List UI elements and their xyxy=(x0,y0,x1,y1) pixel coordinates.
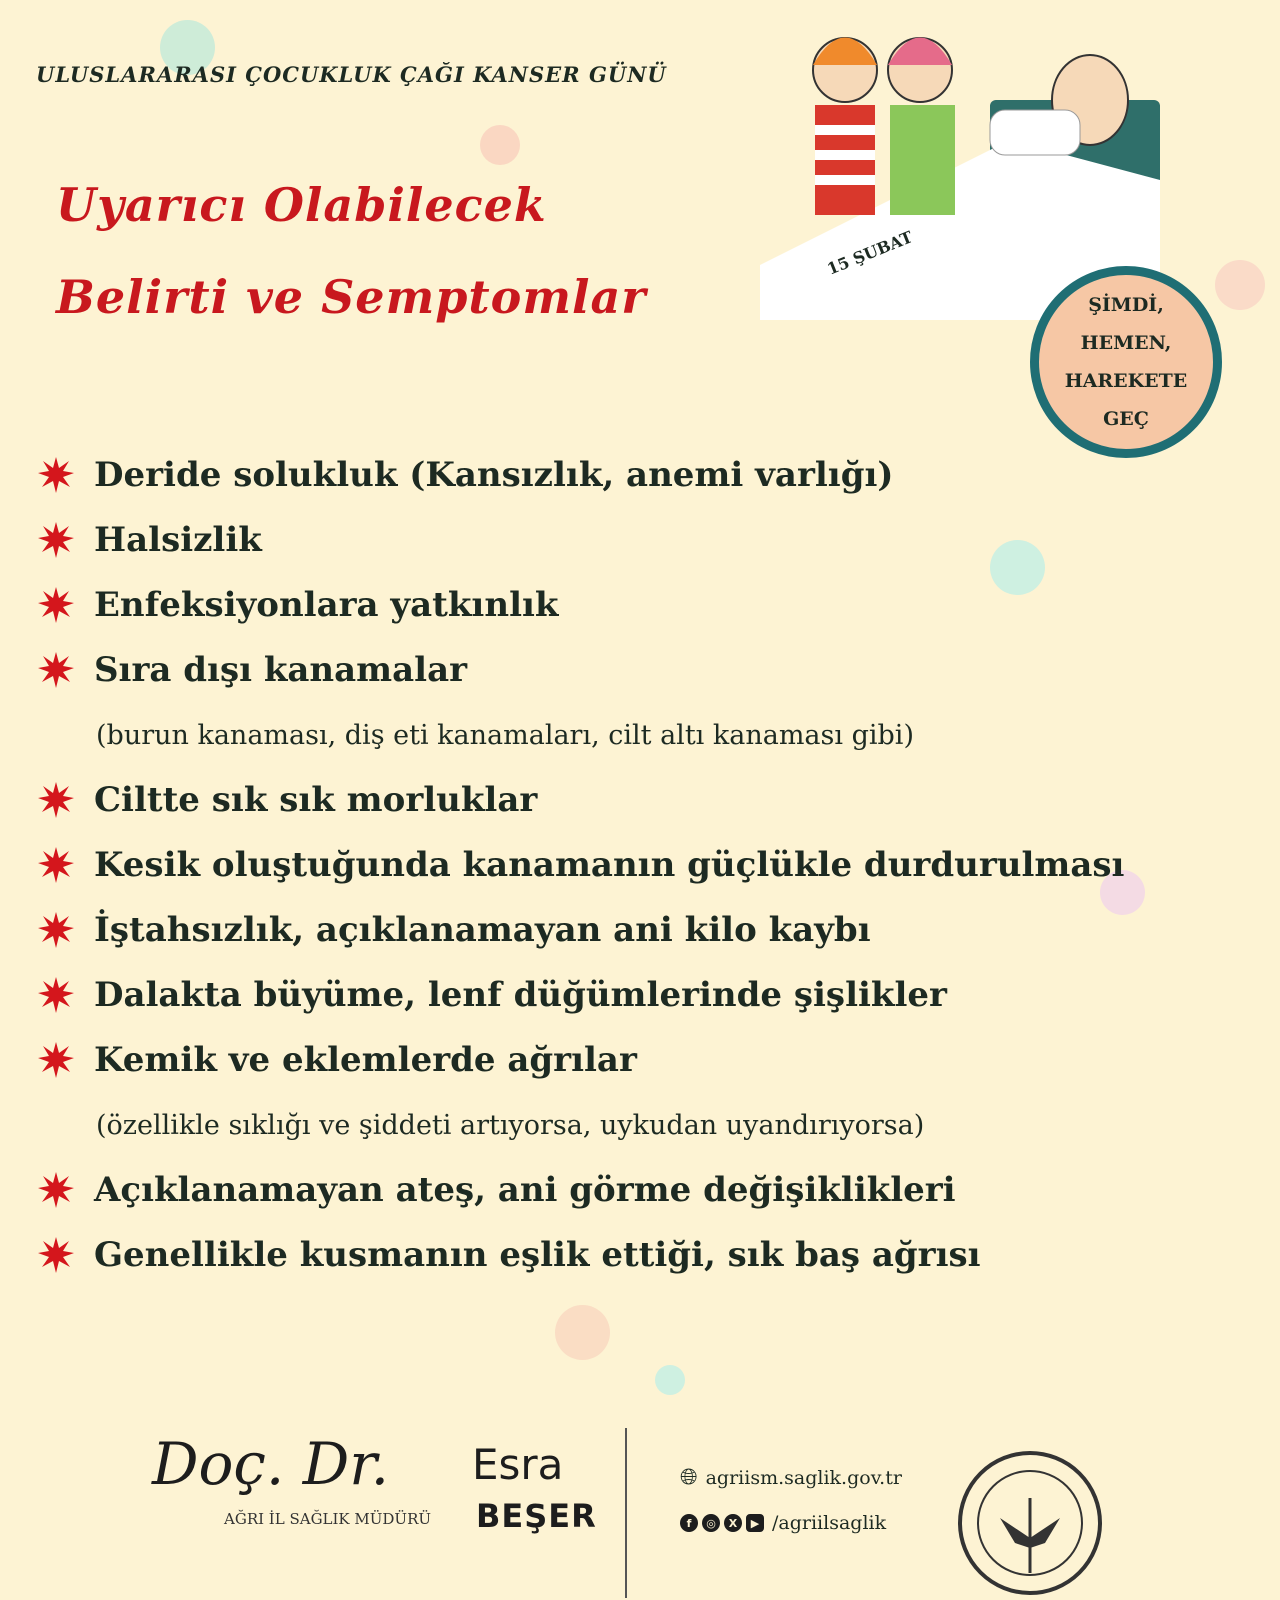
symptom-item xyxy=(36,585,558,625)
red-star-bullet-icon xyxy=(36,910,76,950)
first-name: Esra xyxy=(472,1440,564,1489)
symptom-text: Dalakta büyüme, lenf düğümlerinde şişlikler xyxy=(94,975,947,1015)
event-title: ULUSLARARASI ÇOCUKLUK ÇAĞI KANSER GÜNÜ xyxy=(36,62,667,87)
decorative-dot xyxy=(480,125,520,165)
symptom-text: Açıklanamayan ateş, ani görme değişiklikleri xyxy=(94,1170,956,1210)
badge-line: GEÇ xyxy=(1103,408,1149,430)
x-icon[interactable]: X xyxy=(724,1514,742,1532)
symptom-note: (özellikle sıklığı ve şiddeti artıyorsa, uykudan uyandırıyorsa) xyxy=(96,1110,925,1141)
facebook-icon[interactable]: f xyxy=(680,1514,698,1532)
red-star-bullet-icon xyxy=(36,650,76,690)
website-link[interactable]: agriism.saglik.gov.tr xyxy=(705,1466,902,1489)
symptom-text: İştahsızlık, açıklanamayan ani kilo kaybı xyxy=(94,910,871,950)
symptom-item xyxy=(36,1235,981,1275)
symptom-note: (burun kanaması, diş eti kanamaları, cilt altı kanaması gibi) xyxy=(96,720,914,751)
red-star-bullet-icon xyxy=(36,1040,76,1080)
symptom-text: Halsizlik xyxy=(94,520,262,560)
footer-divider xyxy=(625,1428,627,1598)
ministry-seal-logo xyxy=(955,1448,1105,1598)
last-name: BEŞER xyxy=(476,1497,597,1535)
symptom-item xyxy=(36,520,262,560)
call-to-action-badge xyxy=(1030,266,1222,458)
symptom-item xyxy=(36,650,467,690)
red-star-bullet-icon xyxy=(36,1235,76,1275)
red-star-bullet-icon xyxy=(36,845,76,885)
symptom-item xyxy=(36,455,893,495)
decorative-dot xyxy=(655,1365,685,1395)
symptom-text: Enfeksiyonlara yatkınlık xyxy=(94,585,559,625)
website-row xyxy=(680,1465,902,1490)
symptom-text: Ciltte sık sık morluklar xyxy=(94,780,538,820)
symptom-text: Sıra dışı kanamalar xyxy=(94,650,468,690)
symptom-item xyxy=(36,1170,956,1210)
globe-icon: 🌐︎ xyxy=(680,1465,698,1490)
red-star-bullet-icon xyxy=(36,520,76,560)
social-handle[interactable]: /agriilsaglik xyxy=(772,1512,887,1534)
headline-line-1: Uyarıcı Olabilecek xyxy=(56,178,547,232)
role-title: AĞRI İL SAĞLIK MÜDÜRÜ xyxy=(224,1510,432,1528)
badge-line: HAREKETE xyxy=(1064,370,1188,392)
instagram-icon[interactable]: ◎ xyxy=(702,1514,720,1532)
red-star-bullet-icon xyxy=(36,1170,76,1210)
red-star-bullet-icon xyxy=(36,975,76,1015)
symptom-item xyxy=(36,780,537,820)
decorative-dot xyxy=(1215,260,1265,310)
red-star-bullet-icon xyxy=(36,455,76,495)
symptom-item xyxy=(36,975,947,1015)
symptom-text: Genellikle kusmanın eşlik ettiği, sık baş ağrısı xyxy=(94,1235,981,1275)
badge-line: HEMEN, xyxy=(1080,332,1172,354)
date-label: 15 ŞUBAT xyxy=(824,227,916,279)
red-star-bullet-icon xyxy=(36,780,76,820)
symptom-item xyxy=(36,910,871,950)
symptom-text: Kesik oluştuğunda kanamanın güçlükle durdurulması xyxy=(94,845,1125,885)
symptom-text: Deride solukluk (Kansızlık, anemi varlığı) xyxy=(94,455,894,495)
symptom-item xyxy=(36,1040,637,1080)
red-star-bullet-icon xyxy=(36,585,76,625)
decorative-dot xyxy=(990,540,1045,595)
youtube-icon[interactable]: ▶ xyxy=(746,1514,764,1532)
decorative-dot xyxy=(555,1305,610,1360)
symptom-text: Kemik ve eklemlerde ağrılar xyxy=(94,1040,637,1080)
symptom-item xyxy=(36,845,1124,885)
signature-title: Doç. Dr. xyxy=(152,1430,390,1498)
social-row xyxy=(680,1512,886,1534)
badge-line: ŞİMDİ, xyxy=(1088,294,1164,316)
headline-line-2: Belirti ve Semptomlar xyxy=(56,270,647,324)
